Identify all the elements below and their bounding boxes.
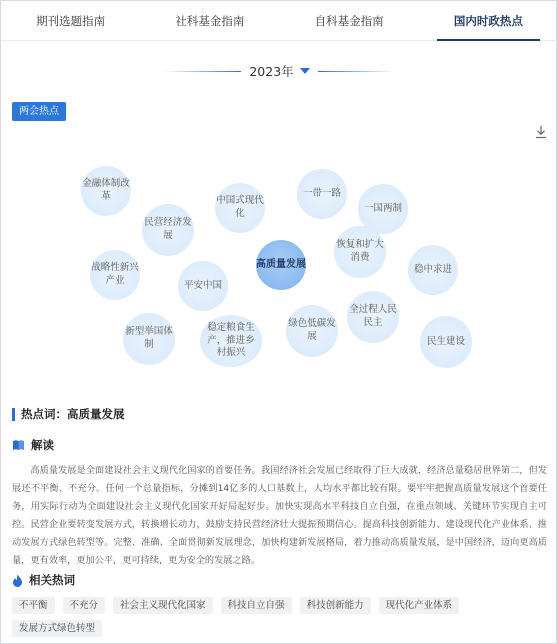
download-icon[interactable] xyxy=(534,125,548,139)
divider-left xyxy=(163,71,241,72)
book-icon xyxy=(12,439,25,451)
related-tag[interactable]: 科技创新能力 xyxy=(300,597,371,614)
hot-word-title xyxy=(12,406,125,422)
related-tag[interactable]: 不充分 xyxy=(63,597,106,614)
category-badge[interactable]: 两会热点 xyxy=(12,102,66,121)
bubble-topic-main[interactable]: 高质量发展 xyxy=(256,240,306,290)
year-selector-row xyxy=(1,59,557,83)
tab-social-science-fund[interactable]: 社科基金指南 xyxy=(175,13,245,28)
related-label: 相关热词 xyxy=(29,573,75,587)
bubble-topic[interactable]: 新型举国体制 xyxy=(123,313,175,365)
related-tag[interactable]: 不平衡 xyxy=(12,597,55,614)
bubble-topic[interactable]: 民营经济发展 xyxy=(142,204,194,256)
bubble-topic[interactable]: 恢复和扩大消费 xyxy=(334,226,386,278)
interpretation-heading xyxy=(12,437,54,453)
hot-word-label: 热点词：高质量发展 xyxy=(21,407,125,421)
related-tag[interactable]: 社会主义现代化国家 xyxy=(113,597,213,614)
flame-icon xyxy=(12,574,23,587)
tab-natural-science-fund[interactable]: 自科基金指南 xyxy=(314,13,384,28)
accent-bar xyxy=(12,408,15,421)
tab-domestic-hotspots[interactable]: 国内时政热点 xyxy=(419,1,557,40)
bubble-topic[interactable]: 一国两制 xyxy=(358,184,408,234)
related-tags xyxy=(12,597,552,637)
related-tag[interactable]: 科技自立自强 xyxy=(221,597,292,614)
bubble-topic[interactable]: 平安中国 xyxy=(178,261,228,311)
year-dropdown[interactable] xyxy=(241,62,317,80)
bubble-topic[interactable]: 全过程人民民主 xyxy=(347,291,399,343)
bubble-topic[interactable]: 稳定粮食生产，推进乡村振兴 xyxy=(200,315,262,367)
bubble-topic[interactable]: 战略性新兴产业 xyxy=(90,250,140,300)
bubble-topic[interactable]: 一带一路 xyxy=(297,169,347,219)
caret-down-icon xyxy=(300,68,310,74)
bubble-topic[interactable]: 稳中求进 xyxy=(408,245,458,295)
related-tag[interactable]: 现代化产业体系 xyxy=(379,597,460,614)
year-value: 2023年 xyxy=(249,64,294,79)
bubble-topic[interactable]: 绿色低碳发展 xyxy=(286,305,338,357)
bubble-topic[interactable]: 民生建设 xyxy=(420,316,472,368)
interpretation-text: 高质量发展是全面建设社会主义现代化国家的首要任务。我国经济社会发展已经取得了巨大成就，经济总量稳居世界第二，但发展还不平衡、不充分。任何一个总量指标，分摊到14亿多的人口基数上，人均水平都比较有限。要牢牢把握高质量发展这个首要任务，用实际行动为全面建设社会主义现代化国家开好局起好步。加快实现高水平科技自立自强，在重点领域、关键环节实现自主可控。民营企业要转变发展方式，转换增长动力，鼓励支持民营经济壮大提振预期信心。提高科技创新能力、建设现代化产业体系、推动发展方式绿色转型等。完整、准确、全面贯彻新发展理念，加快构建新发展格局，着力推动高质量发展，是中国经济，迈向更高质量，更有效率，更加公平，更可持续，更为安全的发展之路。 xyxy=(12,465,547,566)
tab-journal-guide[interactable]: 期刊选题指南 xyxy=(36,13,106,28)
related-heading xyxy=(12,572,75,588)
related-tag[interactable]: 发展方式绿色转型 xyxy=(12,620,102,637)
bubble-topic[interactable]: 中国式现代化 xyxy=(215,183,265,233)
tab-bar xyxy=(1,1,557,41)
bubble-topic[interactable]: 金融体制改革 xyxy=(81,166,131,216)
hot-topic-bubble-cloud xyxy=(1,141,557,391)
divider-right xyxy=(318,71,396,72)
interpretation-label: 解读 xyxy=(31,438,54,452)
